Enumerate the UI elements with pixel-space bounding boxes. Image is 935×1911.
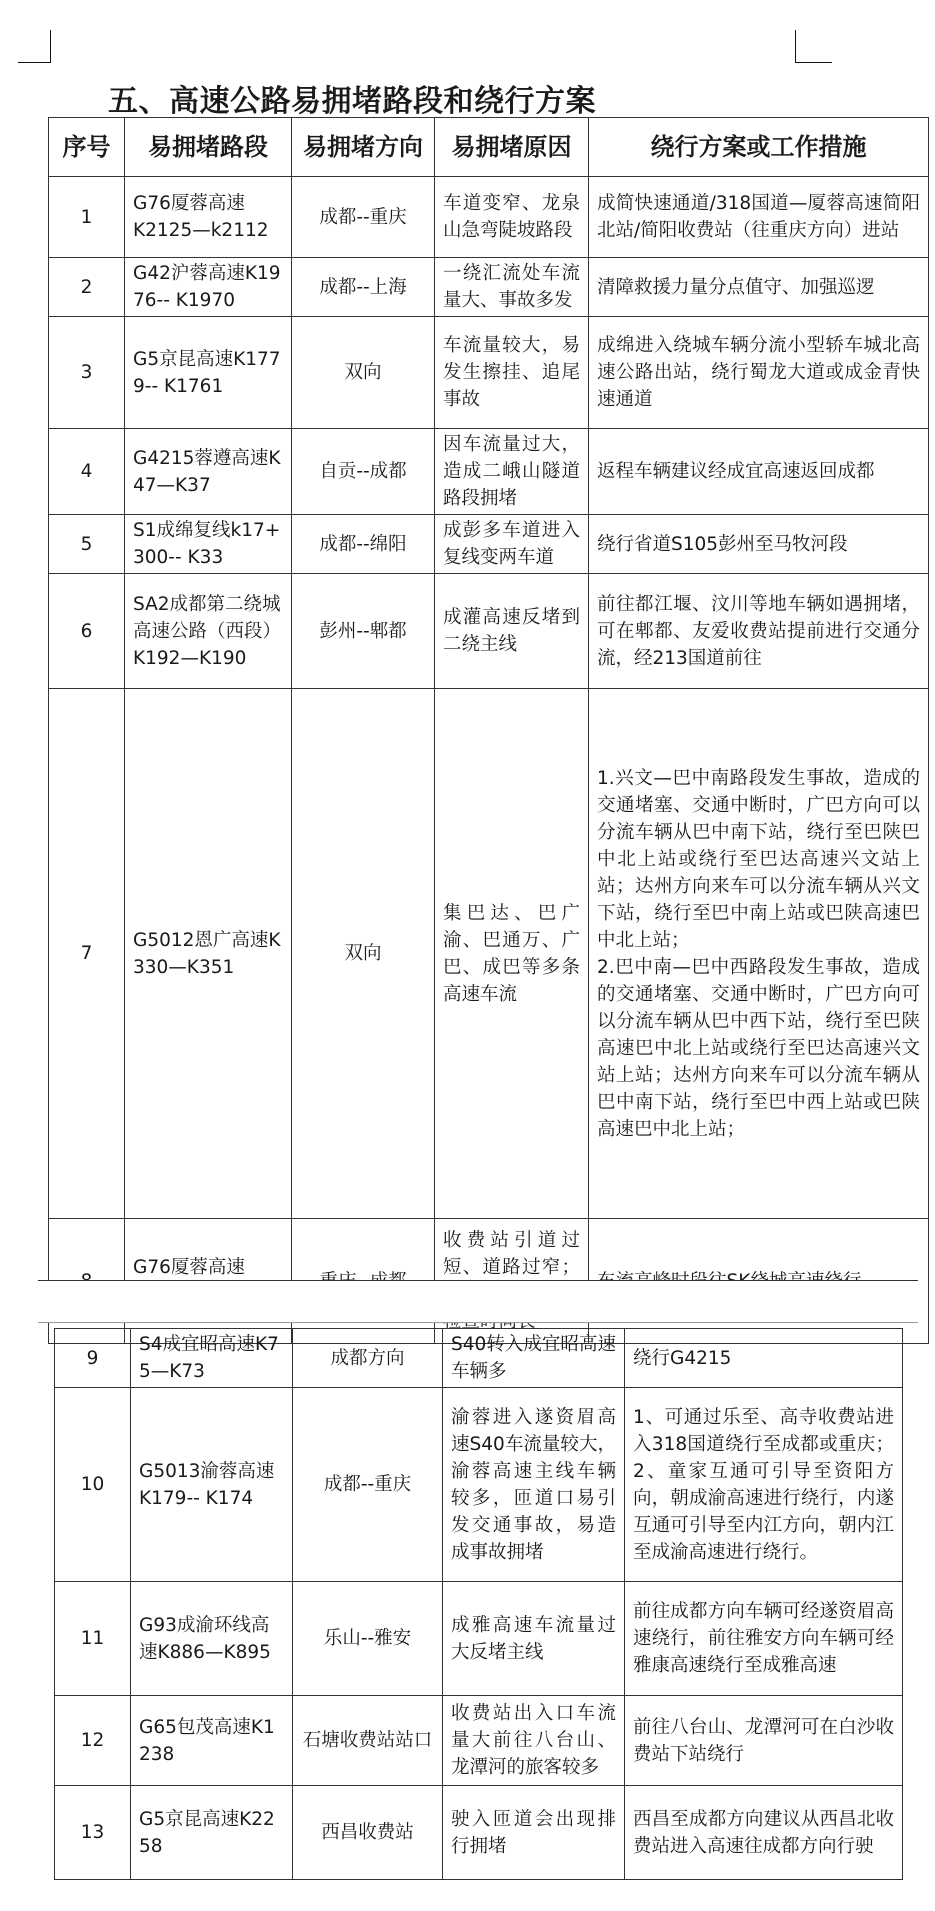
row-reason: 收费站出入口车流量大前往八台山、龙潭河的旅客较多: [443, 1696, 625, 1786]
crop-mark-left: [18, 30, 51, 63]
row-no: 4: [49, 429, 125, 515]
row-no: 5: [49, 515, 125, 574]
row-plan: 前往成都方向车辆可经遂资眉高速绕行，前往雅安方向车辆可经雅康高速绕行至成雅高速: [625, 1582, 903, 1696]
table-row: [55, 1582, 903, 1696]
table-row: [49, 429, 929, 515]
table-header-row: [49, 118, 929, 177]
row-no: 11: [55, 1582, 131, 1696]
table-row: [49, 317, 929, 429]
row-direction: 西昌收费站: [293, 1786, 443, 1880]
row-direction: 自贡--成都: [292, 429, 435, 515]
row-direction: 双向: [292, 689, 435, 1219]
row-section: G93成渝环线高速K886—K895: [131, 1582, 293, 1696]
row-plan: 清障救援力量分点值守、加强巡逻: [589, 258, 929, 317]
row-plan: 前往都江堰、汶川等地车辆如遇拥堵，可在郫都、友爱收费站提前进行交通分流，经213国道前往: [589, 574, 929, 689]
row-plan: 成绵进入绕城车辆分流小型轿车城北高速公路出站，绕行蜀龙大道或成金青快速通道: [589, 317, 929, 429]
row-reason: 收费站引道过短、道路过窄；: [435, 1219, 589, 1344]
row-section: G42沪蓉高速K1976-- K1970: [125, 258, 292, 317]
header-reason: 易拥堵原因: [435, 118, 589, 177]
detour-table-upper: [48, 117, 929, 1344]
row-no: 2: [49, 258, 125, 317]
row-direction: 成都--重庆: [292, 177, 435, 258]
row-plan: 绕行省道S105彭州至马牧河段: [589, 515, 929, 574]
table-row: [49, 515, 929, 574]
row-no: 9: [55, 1329, 131, 1388]
row-section: G5京昆高速K1779-- K1761: [125, 317, 292, 429]
table-row: [49, 258, 929, 317]
row-reason: 驶入匝道会出现排行拥堵: [443, 1786, 625, 1880]
row-no: 6: [49, 574, 125, 689]
row-plan: 前往八台山、龙潭河可在白沙收费站下站绕行: [625, 1696, 903, 1786]
row-reason: 集巴达、巴广渝、巴通万、广巴、成巴等多条高速车流: [435, 689, 589, 1219]
row-no: 3: [49, 317, 125, 429]
table-row: [49, 689, 929, 1219]
seam-line: [38, 1322, 918, 1323]
row-no: 1: [49, 177, 125, 258]
row-no: 10: [55, 1388, 131, 1582]
section-title: 五、高速公路易拥堵路段和绕行方案: [108, 84, 596, 119]
row-no: 13: [55, 1786, 131, 1880]
row-section: S4成宜昭高速K75—K73: [131, 1329, 293, 1388]
row-direction: 成都方向: [293, 1329, 443, 1388]
header-direction: 易拥堵方向: [292, 118, 435, 177]
row-plan: 1、可通过乐至、高寺收费站进入318国道绕行至成都或重庆；2、童家互通可引导至资阳方向，朝成渝高速进行绕行，内遂互通可引导至内江方向，朝内江至成渝高速进行绕行。: [625, 1388, 903, 1582]
header-section: 易拥堵路段: [125, 118, 292, 177]
row-section: G4215蓉遵高速K47—K37: [125, 429, 292, 515]
header-plan: 绕行方案或工作措施: [589, 118, 929, 177]
row-reason: 车流量较大，易发生擦挂、追尾事故: [435, 317, 589, 429]
row-section: G5012恩广高速K330—K351: [125, 689, 292, 1219]
row-reason: 成灌高速反堵到二绕主线: [435, 574, 589, 689]
row-section: G76厦蓉高速 K2125—k2112: [125, 177, 292, 258]
row-plan: 1.兴文—巴中南路段发生事故，造成的交通堵塞、交通中断时，广巴方向可以分流车辆从巴中南下站，绕行至巴陕巴中北上站或绕行至巴达高速兴文站上站；达州方向来车可以分流车辆从兴文下站，绕行至巴中南上站或巴陕高速巴中北上站； 2.巴中南—巴中西路段发生事故，造成的交通堵塞、交通中断时，广巴方向可以分流车辆从巴中西下站，绕行至巴陕高速巴中北上站或绕行至巴达高速兴文站上站；达州方向来车可以分流车辆从巴中南下站，绕行至巴中西上站或巴陕高速巴中北上站；: [589, 689, 929, 1219]
crop-mark-right: [795, 30, 832, 63]
row-section: G5013渝蓉高速K179-- K174: [131, 1388, 293, 1582]
row-reason: S40转入成宜昭高速车辆多: [443, 1329, 625, 1388]
row-plan: 成简快速通道/318国道—厦蓉高速简阳北站/简阳收费站（往重庆方向）进站: [589, 177, 929, 258]
row-reason: 因车流量过大，造成二峨山隧道路段拥堵: [435, 429, 589, 515]
row-no: 12: [55, 1696, 131, 1786]
row-reason: 渝蓉进入遂资眉高速S40车流量较大，渝蓉高速主线车辆较多，匝道口易引发交通事故，易造成事故拥堵: [443, 1388, 625, 1582]
row-section: SA2成都第二绕城高速公路（西段） K192—K190: [125, 574, 292, 689]
row-reason: 成雅高速车流量过大反堵主线: [443, 1582, 625, 1696]
row-section: S1成绵复线k17+300-- K33: [125, 515, 292, 574]
row-reason: 一绕汇流处车流量大、事故多发: [435, 258, 589, 317]
page-seam: [38, 1280, 918, 1323]
row-direction: 乐山--雅安: [293, 1582, 443, 1696]
row-section: G76厦蓉高速: [125, 1219, 292, 1344]
row-direction: 石塘收费站站口: [293, 1696, 443, 1786]
row-reason: 车道变窄、龙泉山急弯陡坡路段: [435, 177, 589, 258]
row-section: G5京昆高速K2258: [131, 1786, 293, 1880]
row-no: 7: [49, 689, 125, 1219]
header-no: 序号: [49, 118, 125, 177]
table-row: [55, 1388, 903, 1582]
row-direction: 双向: [292, 317, 435, 429]
row-plan: 返程车辆建议经成宜高速返回成都: [589, 429, 929, 515]
table-row: [55, 1696, 903, 1786]
row-direction: 彭州--郫都: [292, 574, 435, 689]
row-plan: 绕行G4215: [625, 1329, 903, 1388]
table-row: [49, 177, 929, 258]
table-row: [49, 574, 929, 689]
row-direction: 成都--重庆: [293, 1388, 443, 1582]
table-row: [55, 1786, 903, 1880]
detour-table-lower: [54, 1328, 903, 1880]
row-plan: 西昌至成都方向建议从西昌北收费站进入高速往成都方向行驶: [625, 1786, 903, 1880]
row-section: G65包茂高速K1238: [131, 1696, 293, 1786]
row-direction: 成都--上海: [292, 258, 435, 317]
table-row: [55, 1329, 903, 1388]
row-reason: 成彭多车道进入复线变两车道: [435, 515, 589, 574]
row-direction: 成都--绵阳: [292, 515, 435, 574]
